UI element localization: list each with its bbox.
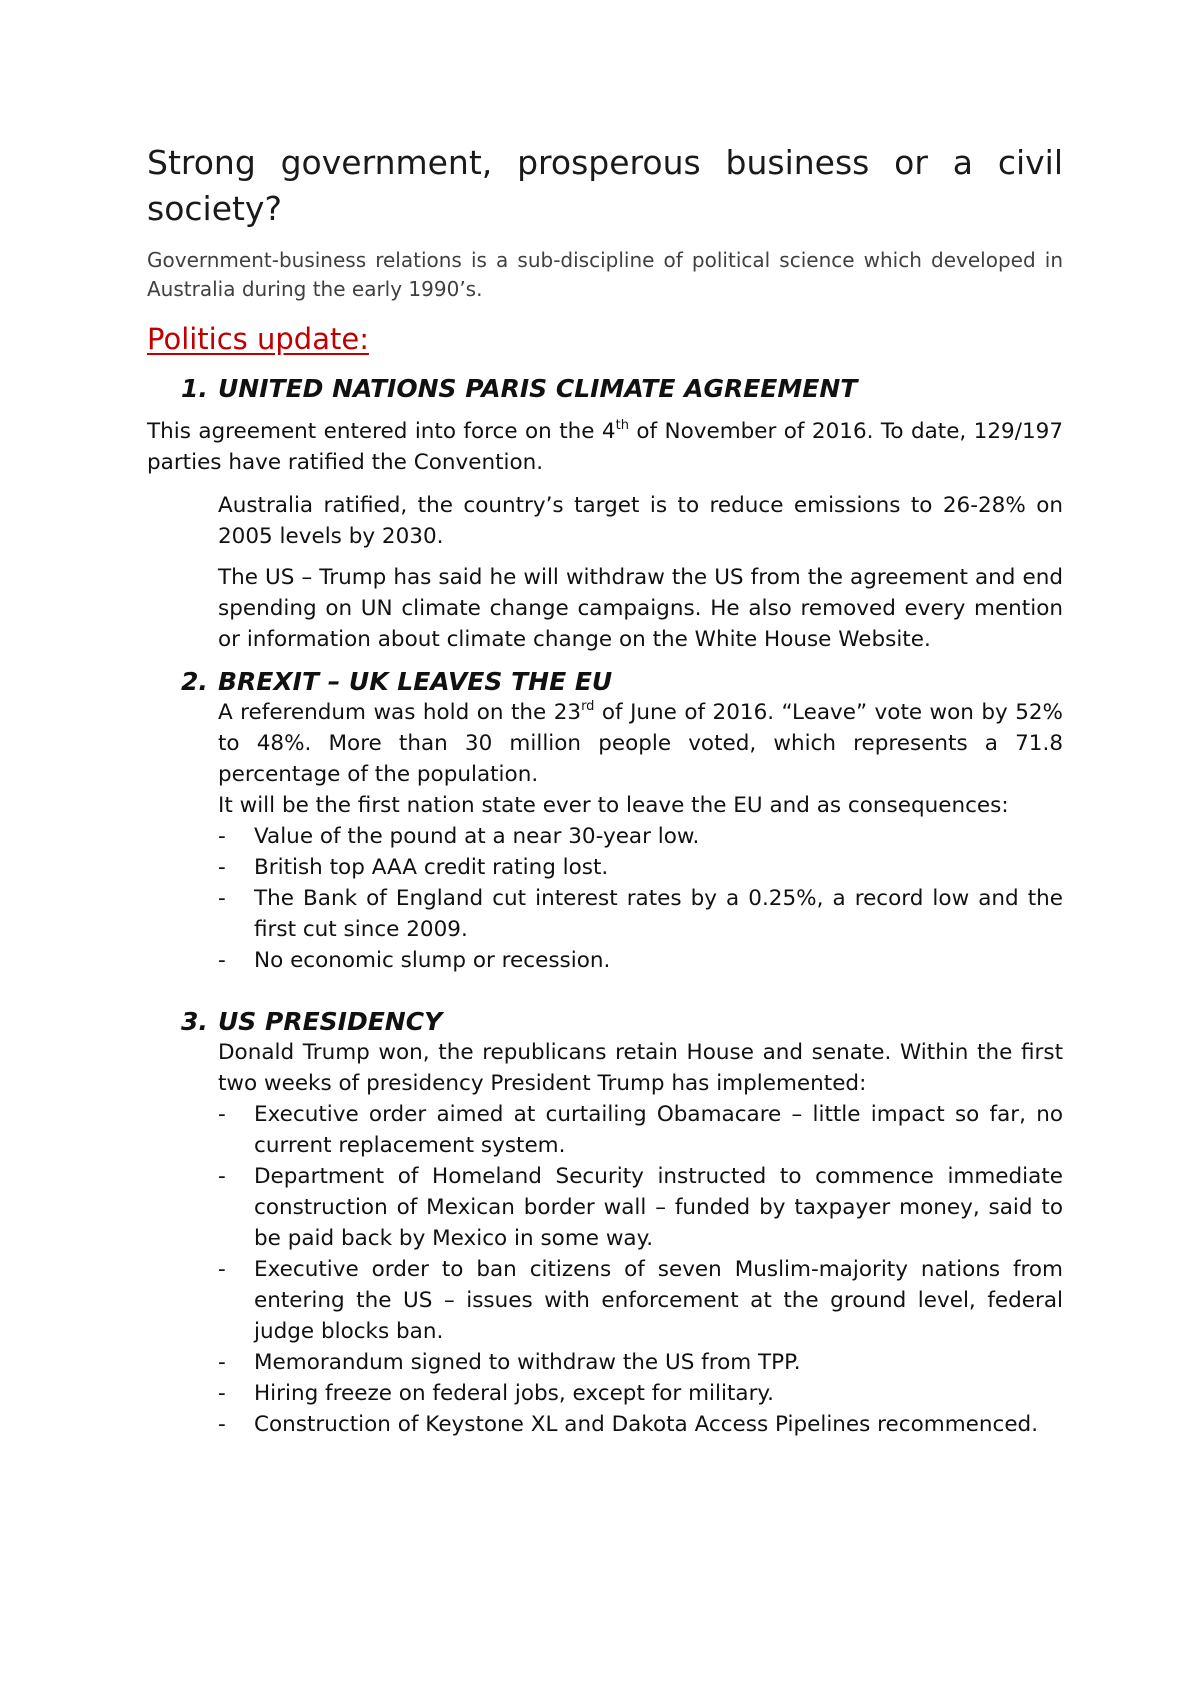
section-1-paragraph-1 <box>147 416 1063 478</box>
list-item-text: Hiring freeze on federal jobs, except for military. <box>254 1381 774 1406</box>
list-item <box>218 945 1063 976</box>
list-item-text: Value of the pound at a near 30-year low. <box>254 824 700 849</box>
list-item <box>218 821 1063 852</box>
list-item-text: No economic slump or recession. <box>254 948 611 973</box>
section-3-actions-list <box>218 1099 1063 1440</box>
list-item <box>218 1254 1063 1347</box>
section-2-p1-text-b: of June of 2016. “Leave” vote won by 52% to 48%. More than 30 million people voted, which represents a 71.8 percentage of the population. <box>218 700 1063 787</box>
list-item <box>218 1409 1063 1440</box>
section-3-number: 3. <box>181 1007 208 1036</box>
list-item-text: British top AAA credit rating lost. <box>254 855 609 880</box>
list-item-text: Department of Homeland Security instructed to commence immediate construction of Mexican border wall – funded by taxpayer money, said to be paid back by Mexico in some way. <box>254 1164 1063 1251</box>
section-2-paragraph-2: It will be the first nation state ever to leave the EU and as consequences: <box>218 793 1009 818</box>
section-1-title: UNITED NATIONS PARIS CLIMATE AGREEMENT <box>218 374 858 403</box>
bullet-dash: - <box>218 1412 226 1437</box>
list-item-text: Executive order to ban citizens of seven Muslim-majority nations from entering the US – issues with enforcement at the ground level, federal judge blocks ban. <box>254 1257 1063 1344</box>
bullet-dash: - <box>218 1164 226 1189</box>
politics-update-heading: Politics update: <box>147 322 369 356</box>
list-item-text: Memorandum signed to withdraw the US from TPP. <box>254 1350 801 1375</box>
bullet-dash: - <box>218 1350 226 1375</box>
section-1-p1-superscript: th <box>615 418 629 433</box>
section-2-p1-text-a: A referendum was hold on the 23 <box>218 700 582 725</box>
section-1-p1-text-a: This agreement entered into force on the 4 <box>147 419 616 444</box>
list-item <box>218 1161 1063 1254</box>
list-item <box>218 1099 1063 1161</box>
list-item-text: The Bank of England cut interest rates by a 0.25%, a record low and the first cut since 2009. <box>254 886 1063 942</box>
section-2-title: BREXIT – UK LEAVES THE EU <box>218 667 613 696</box>
section-2-paragraph-1 <box>218 697 1063 790</box>
bullet-dash: - <box>218 855 226 880</box>
bullet-dash: - <box>218 1102 226 1127</box>
section-2-number: 2. <box>181 667 208 696</box>
bullet-dash: - <box>218 948 226 973</box>
section-1-heading <box>147 372 1063 406</box>
section-2-p1-superscript: rd <box>581 699 595 714</box>
section-1-paragraph-2: Australia ratified, the country’s target is to reduce emissions to 26-28% on 2005 levels by 2030. <box>218 493 1063 549</box>
intro-paragraph: Government-business relations is a sub-discipline of political science which developed in Australia during the early 1990’s. <box>147 248 1063 301</box>
bullet-dash: - <box>218 1381 226 1406</box>
document-title: Strong government, prosperous business or a civil society? <box>147 143 1063 228</box>
list-item <box>218 883 1063 945</box>
list-item-text: Construction of Keystone XL and Dakota Access Pipelines recommenced. <box>254 1412 1039 1437</box>
section-2-consequence-list <box>218 821 1063 976</box>
bullet-dash: - <box>218 1257 226 1282</box>
section-1-number: 1. <box>181 374 208 403</box>
list-item <box>218 1378 1063 1409</box>
section-3-heading <box>147 1005 1063 1039</box>
bullet-dash: - <box>218 886 226 911</box>
list-item-text: Executive order aimed at curtailing Obamacare – little impact so far, no current replacement system. <box>254 1102 1063 1158</box>
section-3-title: US PRESIDENCY <box>218 1007 443 1036</box>
bullet-dash: - <box>218 824 226 849</box>
section-2-heading <box>147 665 1063 699</box>
list-item <box>218 1347 1063 1378</box>
section-3-paragraph-1: Donald Trump won, the republicans retain House and senate. Within the first two weeks of presidency President Trump has implemented: <box>218 1040 1063 1096</box>
section-1-paragraph-3: The US – Trump has said he will withdraw the US from the agreement and end spending on UN climate change campaigns. He also removed every mention or information about climate change on the White House Website. <box>218 565 1063 652</box>
section-1-p1-text-b: of November of 2016. To date, 129/197 parties have ratified the Convention. <box>147 419 1064 475</box>
list-item <box>218 852 1063 883</box>
